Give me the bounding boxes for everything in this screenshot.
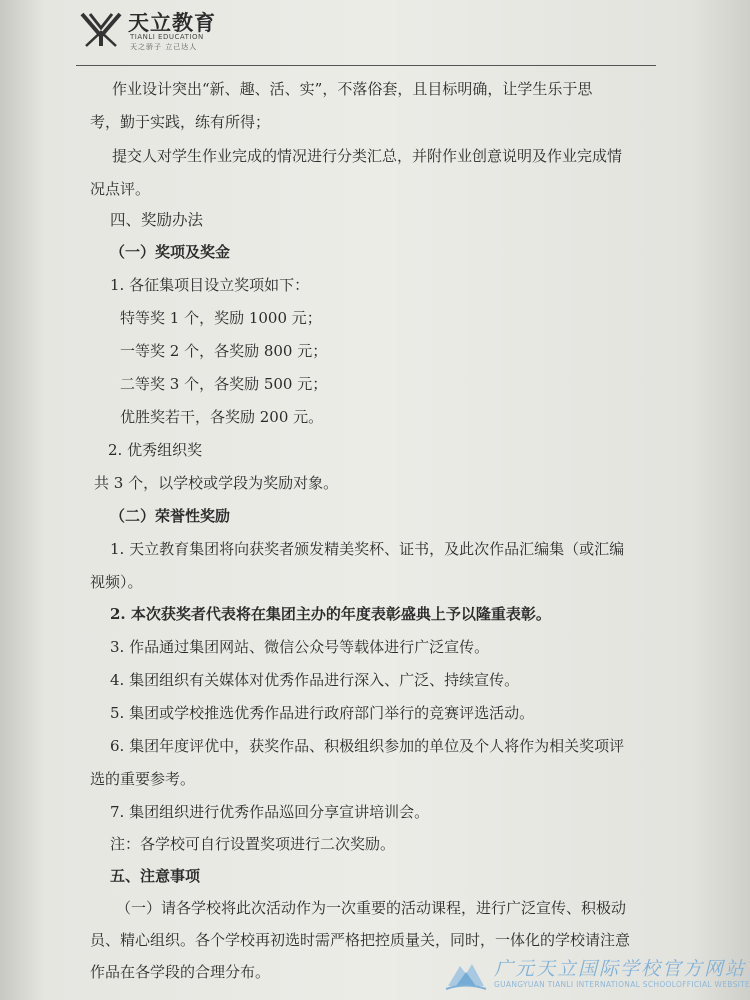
school-emblem-icon [444,956,488,992]
paragraph-line: 视频）。 [90,573,143,591]
paragraph-line: 5. 集团或学校推选优秀作品进行政府部门举行的竞赛评选活动。 [110,704,535,722]
paragraph-line: 2. 本次获奖者代表将在集团主办的年度表彰盛典上予以隆重表彰。 [110,605,551,623]
paragraph-line: 选的重要参考。 [90,770,196,788]
paragraph-line: 6. 集团年度评优中，获奖作品、积极组织参加的单位及个人将作为相关奖项评 [110,737,625,755]
paragraph-line: 1. 各征集项目设立奖项如下： [110,276,310,294]
paragraph-line: 作业设计突出“新、趣、活、实”，不落俗套，且目标明确，让学生乐于思 [112,80,593,98]
paragraph-line: 7. 集团组织进行优秀作品巡回分享宣讲培训会。 [110,803,430,821]
paragraph-line: 员、精心组织。各个学校再初选时需严格把控质量关，同时，一体化的学校请注意 [90,931,631,949]
letterhead [0,0,750,68]
watermark-title: 广元天立国际学校官方网站 [494,958,747,980]
section-heading: 四、奖励办法 [110,211,204,229]
paragraph-line: 4. 集团组织有关媒体对优秀作品进行深入、广泛、持续宣传。 [110,671,520,689]
subsection-heading: （一）奖项及奖金 [110,243,231,261]
logo-english: TIANLI EDUCATION [130,33,204,41]
paragraph-line: 提交人对学生作业完成的情况进行分类汇总，并附作业创意说明及作业完成情 [112,147,623,165]
paragraph-line: 况点评。 [90,180,151,198]
header-divider [76,65,656,66]
logo-slogan: 天之骄子 立己达人 [130,43,198,51]
watermark-subtitle: GUANGYUAN TIANLI INTERNATIONAL SCHOOLOFFICIAL WEBSITE [494,980,750,989]
paragraph-line: 考，勤于实践，练有所得； [90,113,271,131]
paragraph-line: （一）请各学校将此次活动作为一次重要的活动课程，进行广泛宣传、积极动 [116,899,627,917]
award-item: 特等奖 1 个，奖励 1000 元； [120,309,322,327]
paragraph-line: 共 3 个，以学校或学段为奖励对象。 [94,474,339,492]
note-line: 注：各学校可自行设置奖项进行二次奖励。 [110,835,396,853]
paragraph-line: 1. 天立教育集团将向获奖者颁发精美奖杯、证书，及此次作品汇编集（或汇编 [110,540,625,558]
paragraph-line: 作品在各学段的合理分布。 [90,963,271,981]
section-heading: 五、注意事项 [110,867,201,885]
subsection-heading: （二）荣誉性奖励 [110,507,231,525]
website-watermark [444,950,750,1000]
paragraph-line: 2. 优秀组织奖 [108,441,203,459]
award-item: 一等奖 2 个，各奖励 800 元； [120,342,328,360]
tianli-logo-icon [78,8,124,48]
logo-name: 天立教育 [128,11,216,35]
award-item: 优胜奖若干，各奖励 200 元。 [120,408,324,426]
award-item: 二等奖 3 个，各奖励 500 元； [120,375,328,393]
paragraph-line: 3. 作品通过集团网站、微信公众号等载体进行广泛宣传。 [110,638,490,656]
